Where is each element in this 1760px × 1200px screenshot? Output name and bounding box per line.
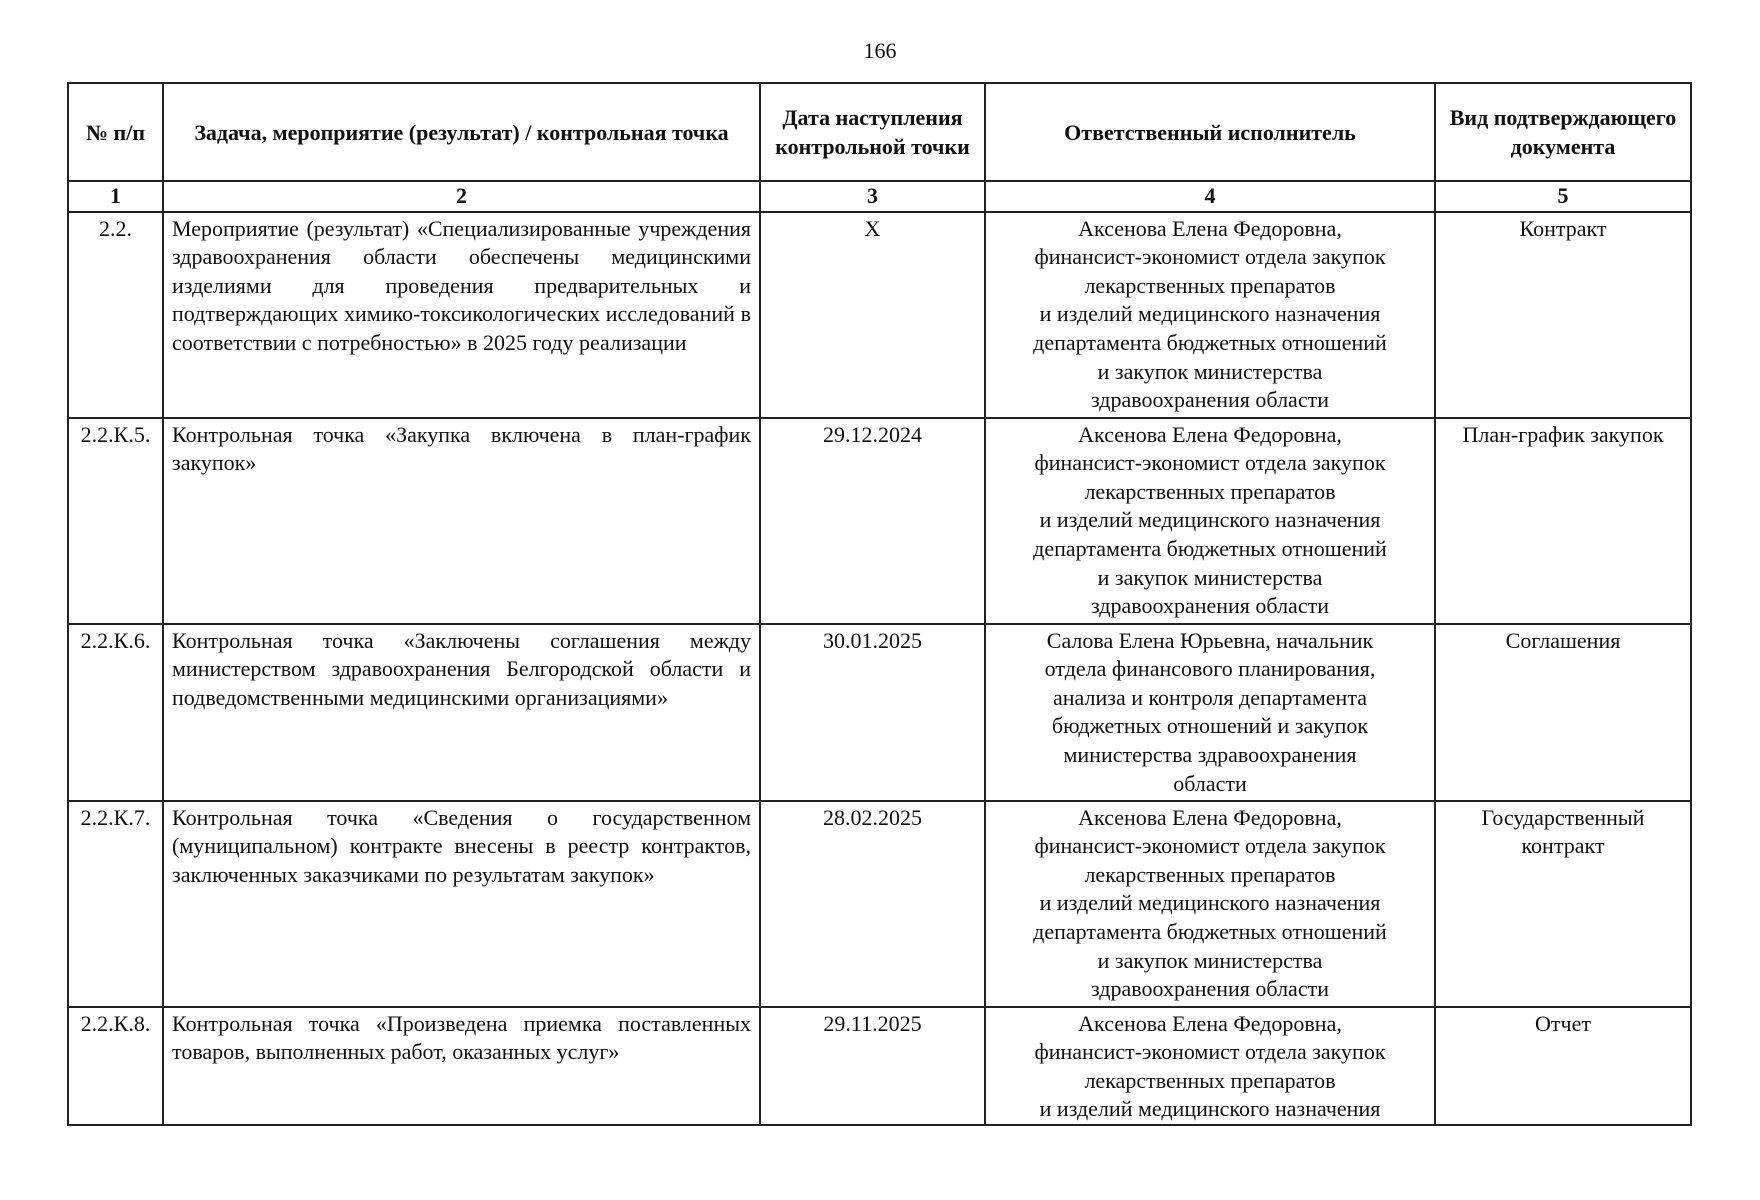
row-task: Контрольная точка «Сведения о государственном (муниципальном) контракте внесены в реестр контрактов, заключенных заказчиками по результатам закупок»	[163, 801, 760, 1007]
row-task: Контрольная точка «Заключены соглашения между министерством здравоохранения Белгородской области и подведомственными медицинскими организациями»	[163, 624, 760, 801]
row-responsible: Аксенова Елена Федоровна, финансист-экономист отдела закупок лекарственных препаратов и изделий медицинского назначения департамента бюджетных отношений и закупок министерства здравоохранения области	[985, 212, 1435, 418]
row-number: 2.2.	[68, 212, 163, 418]
header-date: Дата наступления контрольной точки	[760, 83, 985, 181]
header-responsible: Ответственный исполнитель	[985, 83, 1435, 181]
row-date: X	[760, 212, 985, 418]
header-row	[68, 83, 1691, 181]
row-number: 2.2.К.5.	[68, 418, 163, 624]
column-number: 4	[985, 181, 1435, 212]
page-number: 166	[863, 38, 897, 63]
table-row	[68, 801, 1691, 1007]
column-number-row	[68, 181, 1691, 212]
table-row	[68, 1007, 1691, 1125]
row-number: 2.2.К.6.	[68, 624, 163, 801]
header-task: Задача, мероприятие (результат) / контрольная точка	[163, 83, 760, 181]
table-row	[68, 212, 1691, 418]
table-row	[68, 624, 1691, 801]
row-date: 29.12.2024	[760, 418, 985, 624]
header-num: № п/п	[68, 83, 163, 181]
header-doc: Вид подтверждающего документа	[1435, 83, 1691, 181]
row-document: Контракт	[1435, 212, 1691, 418]
row-task: Контрольная точка «Закупка включена в план-график закупок»	[163, 418, 760, 624]
column-number: 5	[1435, 181, 1691, 212]
row-number: 2.2.К.8.	[68, 1007, 163, 1125]
row-responsible: Салова Елена Юрьевна, начальник отдела финансового планирования, анализа и контроля департамента бюджетных отношений и закупок министерства здравоохранения области	[985, 624, 1435, 801]
column-number: 3	[760, 181, 985, 212]
row-responsible: Аксенова Елена Федоровна, финансист-экономист отдела закупок лекарственных препаратов и изделий медицинского назначения департамента бюджетных отношений и закупок министерства здравоохранения области	[985, 801, 1435, 1007]
row-document: Государственный контракт	[1435, 801, 1691, 1007]
column-number: 1	[68, 181, 163, 212]
column-number: 2	[163, 181, 760, 212]
row-number: 2.2.К.7.	[68, 801, 163, 1007]
row-responsible: Аксенова Елена Федоровна, финансист-экономист отдела закупок лекарственных препаратов и изделий медицинского назначения	[985, 1007, 1435, 1125]
table-row	[68, 418, 1691, 624]
row-date: 28.02.2025	[760, 801, 985, 1007]
row-responsible: Аксенова Елена Федоровна, финансист-экономист отдела закупок лекарственных препаратов и изделий медицинского назначения департамента бюджетных отношений и закупок министерства здравоохранения области	[985, 418, 1435, 624]
row-task: Контрольная точка «Произведена приемка поставленных товаров, выполненных работ, оказанных услуг»	[163, 1007, 760, 1125]
row-task: Мероприятие (результат) «Специализированные учреждения здравоохранения области обеспечены медицинскими изделиями для проведения предварительных и подтверждающих химико-токсикологических исследований в соответствии с потребностью» в 2025 году реализации	[163, 212, 760, 418]
row-document: Соглашения	[1435, 624, 1691, 801]
row-date: 30.01.2025	[760, 624, 985, 801]
row-document: План-график закупок	[1435, 418, 1691, 624]
row-document: Отчет	[1435, 1007, 1691, 1125]
plan-table	[67, 82, 1692, 1126]
row-date: 29.11.2025	[760, 1007, 985, 1125]
